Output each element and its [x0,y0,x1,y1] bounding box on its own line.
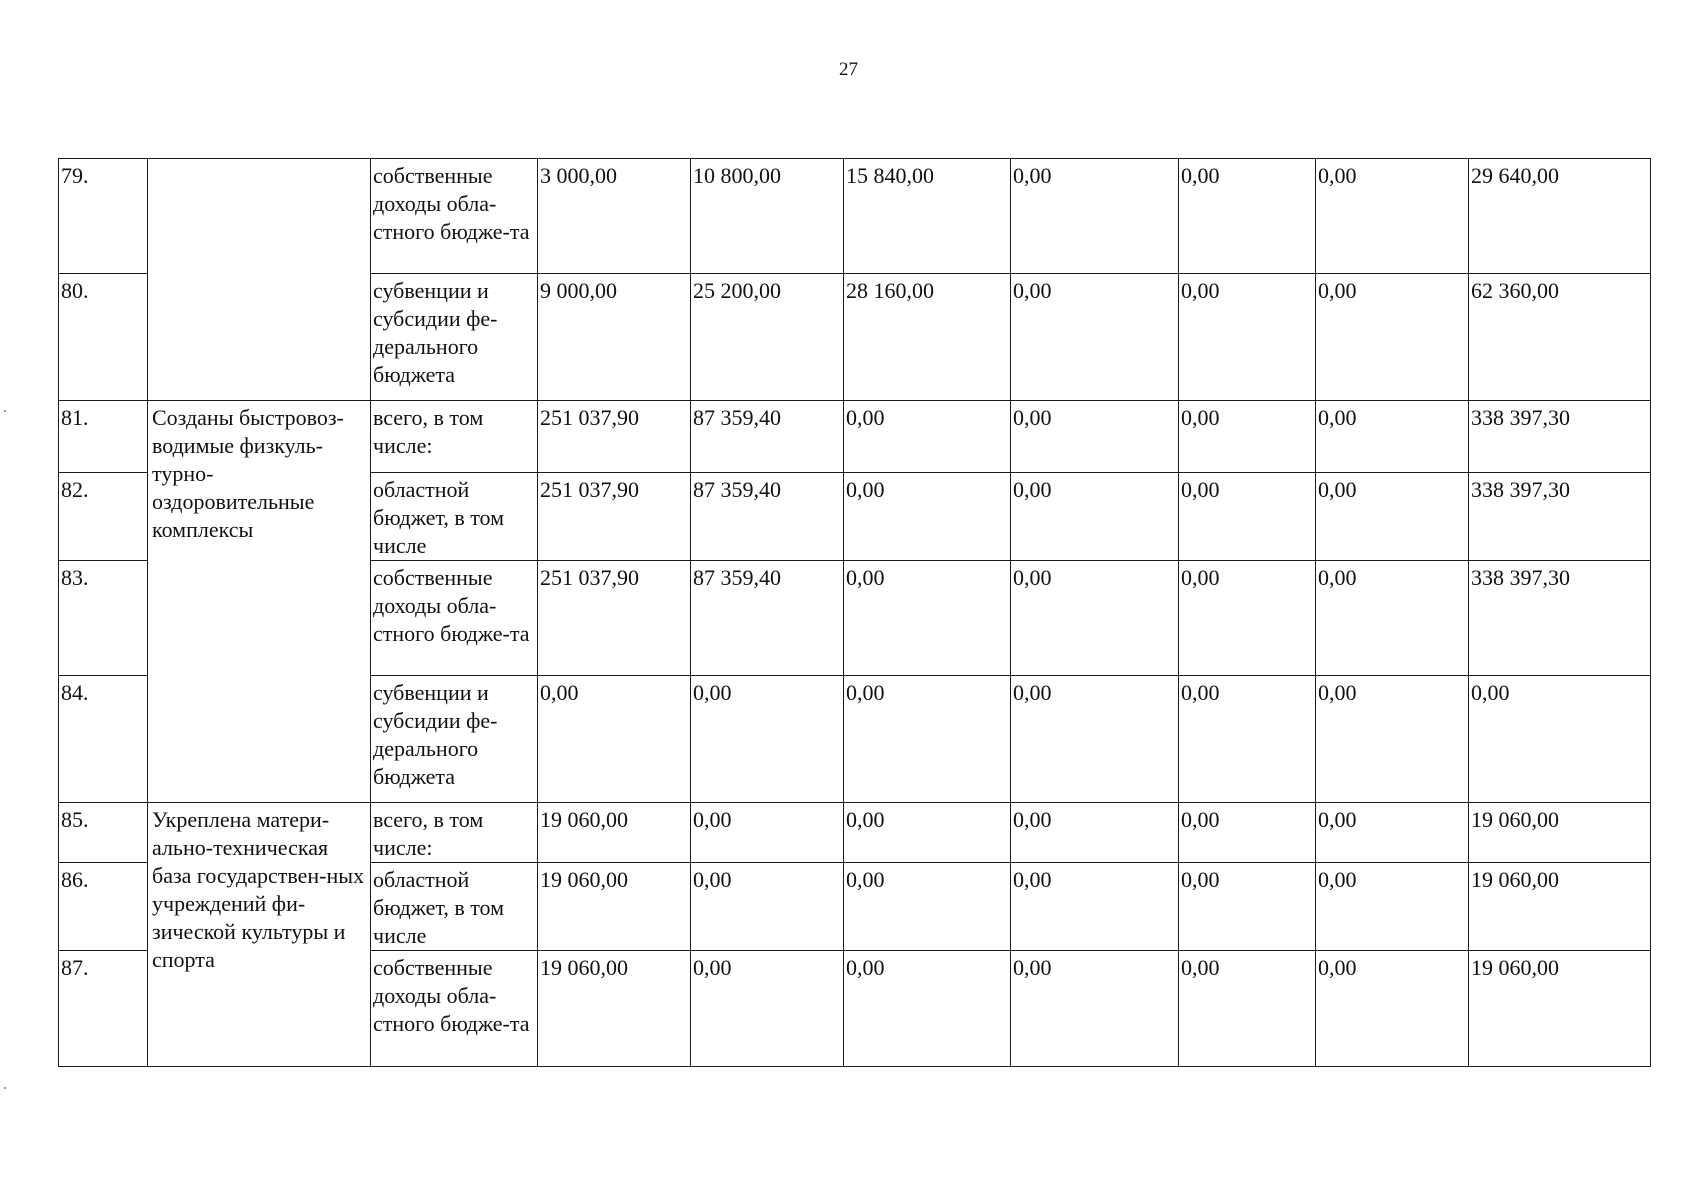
value-cell: 10 800,00 [691,159,844,274]
value-cell: 0,00 [1316,561,1469,676]
value-cell: 0,00 [1011,863,1179,951]
value-cell: 0,00 [1011,561,1179,676]
value-cell: 0,00 [844,401,1011,473]
value-cell: 28 160,00 [844,274,1011,401]
value-cell: 0,00 [1179,159,1316,274]
row-number: 87. [59,951,148,1067]
value-cell: 19 060,00 [538,803,691,863]
funding-source: всего, в том числе: [371,803,538,863]
value-cell: 0,00 [1179,473,1316,561]
row-number: 80. [59,274,148,401]
value-cell: 251 037,90 [538,401,691,473]
value-cell: 0,00 [844,803,1011,863]
value-cell: 0,00 [691,676,844,803]
value-cell: 0,00 [844,561,1011,676]
value-cell: 0,00 [1179,803,1316,863]
value-cell: 87 359,40 [691,473,844,561]
value-cell: 0,00 [1179,951,1316,1067]
budget-table [58,158,1651,1067]
funding-source: областной бюджет, в том числе [371,473,538,561]
value-cell: 0,00 [1011,803,1179,863]
funding-source: собственные доходы обла-стного бюдже-та [371,561,538,676]
total-cell: 0,00 [1469,676,1651,803]
value-cell: 0,00 [844,951,1011,1067]
funding-source: собственные доходы обла-стного бюдже-та [371,951,538,1067]
row-number: 83. [59,561,148,676]
total-cell: 62 360,00 [1469,274,1651,401]
value-cell: 251 037,90 [538,473,691,561]
scan-edge-mark [4,410,6,412]
value-cell: 0,00 [1179,561,1316,676]
total-cell: 338 397,30 [1469,561,1651,676]
value-cell: 0,00 [538,676,691,803]
total-cell: 19 060,00 [1469,863,1651,951]
value-cell: 0,00 [1011,401,1179,473]
value-cell: 25 200,00 [691,274,844,401]
value-cell: 0,00 [1179,863,1316,951]
value-cell: 87 359,40 [691,401,844,473]
value-cell: 0,00 [691,863,844,951]
value-cell: 15 840,00 [844,159,1011,274]
value-cell: 0,00 [691,803,844,863]
value-cell: 0,00 [1316,676,1469,803]
scan-edge-mark [4,1087,6,1089]
funding-source: субвенции и субсидии фе-дерального бюджета [371,676,538,803]
value-cell: 0,00 [844,863,1011,951]
value-cell: 0,00 [1011,274,1179,401]
funding-source: собственные доходы обла-стного бюдже-та [371,159,538,274]
total-cell: 19 060,00 [1469,803,1651,863]
measure-description: Созданы быстровоз-водимые физкуль-турно-оздоровительные комплексы [148,401,371,803]
value-cell: 0,00 [844,676,1011,803]
value-cell: 87 359,40 [691,561,844,676]
value-cell: 19 060,00 [538,951,691,1067]
row-number: 82. [59,473,148,561]
row-number: 84. [59,676,148,803]
value-cell: 0,00 [1179,676,1316,803]
row-number: 81. [59,401,148,473]
total-cell: 29 640,00 [1469,159,1651,274]
table-row [59,401,1651,473]
value-cell: 0,00 [1011,951,1179,1067]
value-cell: 0,00 [1011,159,1179,274]
funding-source: областной бюджет, в том числе [371,863,538,951]
row-number: 86. [59,863,148,951]
value-cell: 0,00 [691,951,844,1067]
value-cell: 0,00 [1316,274,1469,401]
value-cell: 0,00 [1179,274,1316,401]
value-cell: 0,00 [1316,803,1469,863]
row-description-cell [148,159,371,401]
value-cell: 0,00 [1011,473,1179,561]
value-cell: 0,00 [1316,401,1469,473]
measure-description: Укреплена матери-ально-техническая база государствен-ных учреждений фи-зической культуры и спорта [148,803,371,1067]
total-cell: 338 397,30 [1469,401,1651,473]
total-cell: 338 397,30 [1469,473,1651,561]
value-cell: 0,00 [1011,676,1179,803]
total-cell: 19 060,00 [1469,951,1651,1067]
row-number: 85. [59,803,148,863]
funding-source: всего, в том числе: [371,401,538,473]
value-cell: 9 000,00 [538,274,691,401]
value-cell: 0,00 [844,473,1011,561]
value-cell: 0,00 [1316,951,1469,1067]
table-row [59,159,1651,274]
value-cell: 0,00 [1316,863,1469,951]
funding-source: субвенции и субсидии фе-дерального бюджета [371,274,538,401]
value-cell: 251 037,90 [538,561,691,676]
value-cell: 19 060,00 [538,863,691,951]
row-number: 79. [59,159,148,274]
value-cell: 0,00 [1316,159,1469,274]
value-cell: 3 000,00 [538,159,691,274]
table-row [59,803,1651,863]
page-number: 27 [839,59,858,80]
value-cell: 0,00 [1179,401,1316,473]
value-cell: 0,00 [1316,473,1469,561]
